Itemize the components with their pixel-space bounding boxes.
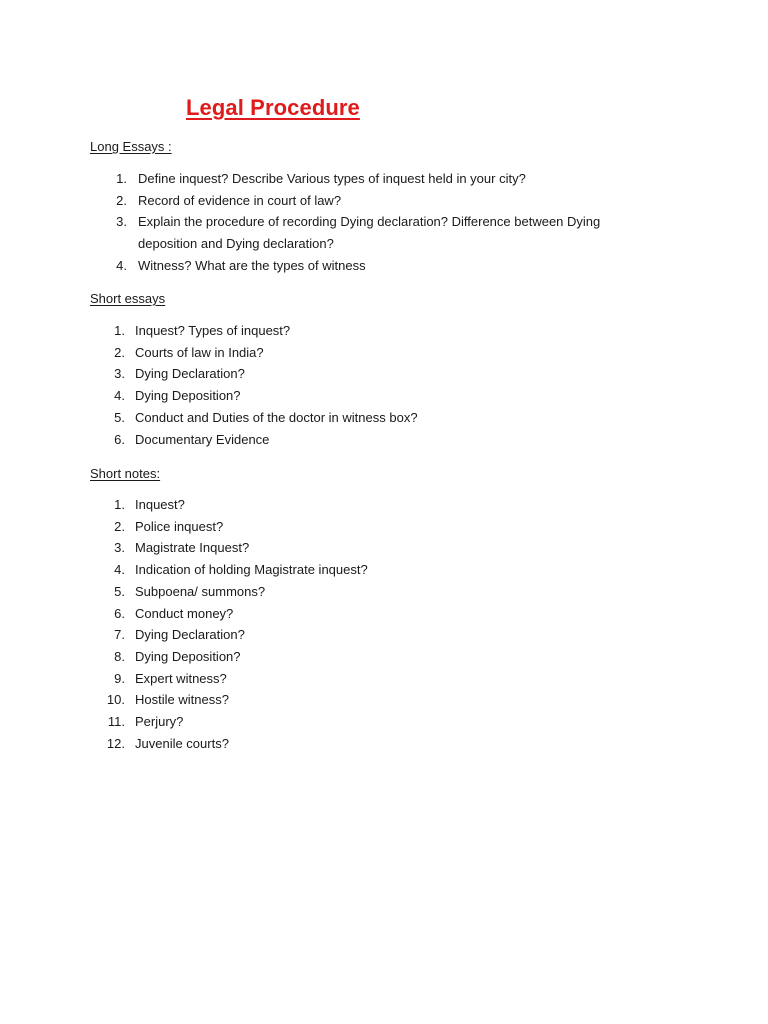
list-item-number: 3.: [114, 366, 125, 382]
list-item: [0, 385, 655, 407]
list-item-text: Inquest? Types of inquest?: [135, 323, 291, 338]
list-item-number: 2.: [116, 192, 127, 208]
list-item-number: 2.: [114, 518, 125, 534]
list-item-number: 3.: [116, 214, 127, 230]
list-item: [0, 711, 655, 733]
list-item-text: Juvenile courts?: [135, 735, 229, 751]
list-item: [0, 168, 638, 190]
list-item-number: 5.: [114, 583, 125, 599]
list-item-text: Inquest?: [135, 497, 185, 512]
list-item: [0, 363, 655, 385]
list-item-text: Hostile witness?: [135, 692, 229, 708]
list-item-number: 1.: [114, 497, 125, 512]
list-item: [0, 603, 655, 625]
list-item: [0, 559, 655, 581]
list-item-number: 4.: [114, 562, 125, 578]
list-item: [0, 689, 655, 711]
list-item-number: 2.: [114, 344, 125, 360]
list-item-text: Record of evidence in court of law?: [138, 192, 342, 208]
list-item-number: 1.: [114, 323, 125, 338]
list-item: [0, 494, 655, 516]
list-item-number: 10.: [106, 692, 125, 708]
list-item-text: Dying Deposition?: [135, 648, 241, 664]
list-item-number: 9.: [114, 670, 125, 686]
list-item-text: Witness? What are the types of witness: [138, 257, 366, 273]
list-item: [0, 516, 655, 538]
list-item-text: Dying Deposition?: [135, 388, 241, 404]
list-item-number: 4.: [116, 257, 127, 273]
long-essays-heading: Long Essays :: [90, 139, 172, 154]
list-item: [0, 429, 655, 451]
list-item-number: 11.: [107, 714, 125, 730]
list-item: [0, 211, 638, 254]
list-item-text: Courts of law in India?: [135, 344, 264, 360]
long-essays-list: [0, 168, 638, 277]
list-item: [0, 537, 655, 559]
list-item-text: Conduct and Duties of the doctor in witness box?: [135, 409, 418, 425]
list-item-number: 7.: [114, 627, 125, 643]
list-item-number: 12.: [106, 735, 125, 751]
list-item-text: Perjury?: [135, 714, 184, 730]
list-item-text: Expert witness?: [135, 670, 227, 686]
short-essays-list: [0, 320, 655, 450]
list-item-number: 6.: [114, 605, 125, 621]
list-item-number: 1.: [116, 171, 127, 186]
list-item-text: Explain the procedure of recording Dying declaration? Difference between Dying deposition and Dying declaration?: [138, 214, 601, 252]
short-notes-list: [0, 494, 655, 754]
list-item-number: 8.: [114, 648, 125, 664]
list-item-text: Magistrate Inquest?: [135, 540, 250, 556]
list-item: [0, 668, 655, 690]
list-item-text: Conduct money?: [135, 605, 234, 621]
page-title: Legal Procedure: [186, 95, 360, 120]
list-item-text: Dying Declaration?: [135, 366, 245, 382]
list-item-text: Indication of holding Magistrate inquest?: [135, 562, 368, 578]
list-item: [0, 624, 655, 646]
list-item-text: Police inquest?: [135, 518, 224, 534]
list-item: [0, 581, 655, 603]
list-item: [0, 320, 655, 342]
list-item: [0, 407, 655, 429]
short-notes-heading: Short notes:: [90, 466, 161, 481]
list-item-number: 6.: [114, 431, 125, 447]
list-item-text: Subpoena/ summons?: [135, 583, 266, 599]
list-item-number: 5.: [114, 409, 125, 425]
list-item-number: 4.: [114, 388, 125, 404]
list-item: [0, 733, 655, 755]
short-essays-heading: Short essays: [90, 291, 166, 306]
list-item: [0, 255, 638, 277]
list-item: [0, 342, 655, 364]
list-item: [0, 190, 638, 212]
list-item-text: Define inquest? Describe Various types of inquest held in your city?: [138, 171, 526, 186]
list-item-text: Documentary Evidence: [135, 431, 270, 447]
list-item-text: Dying Declaration?: [135, 627, 245, 643]
list-item-number: 3.: [114, 540, 125, 556]
list-item: [0, 646, 655, 668]
